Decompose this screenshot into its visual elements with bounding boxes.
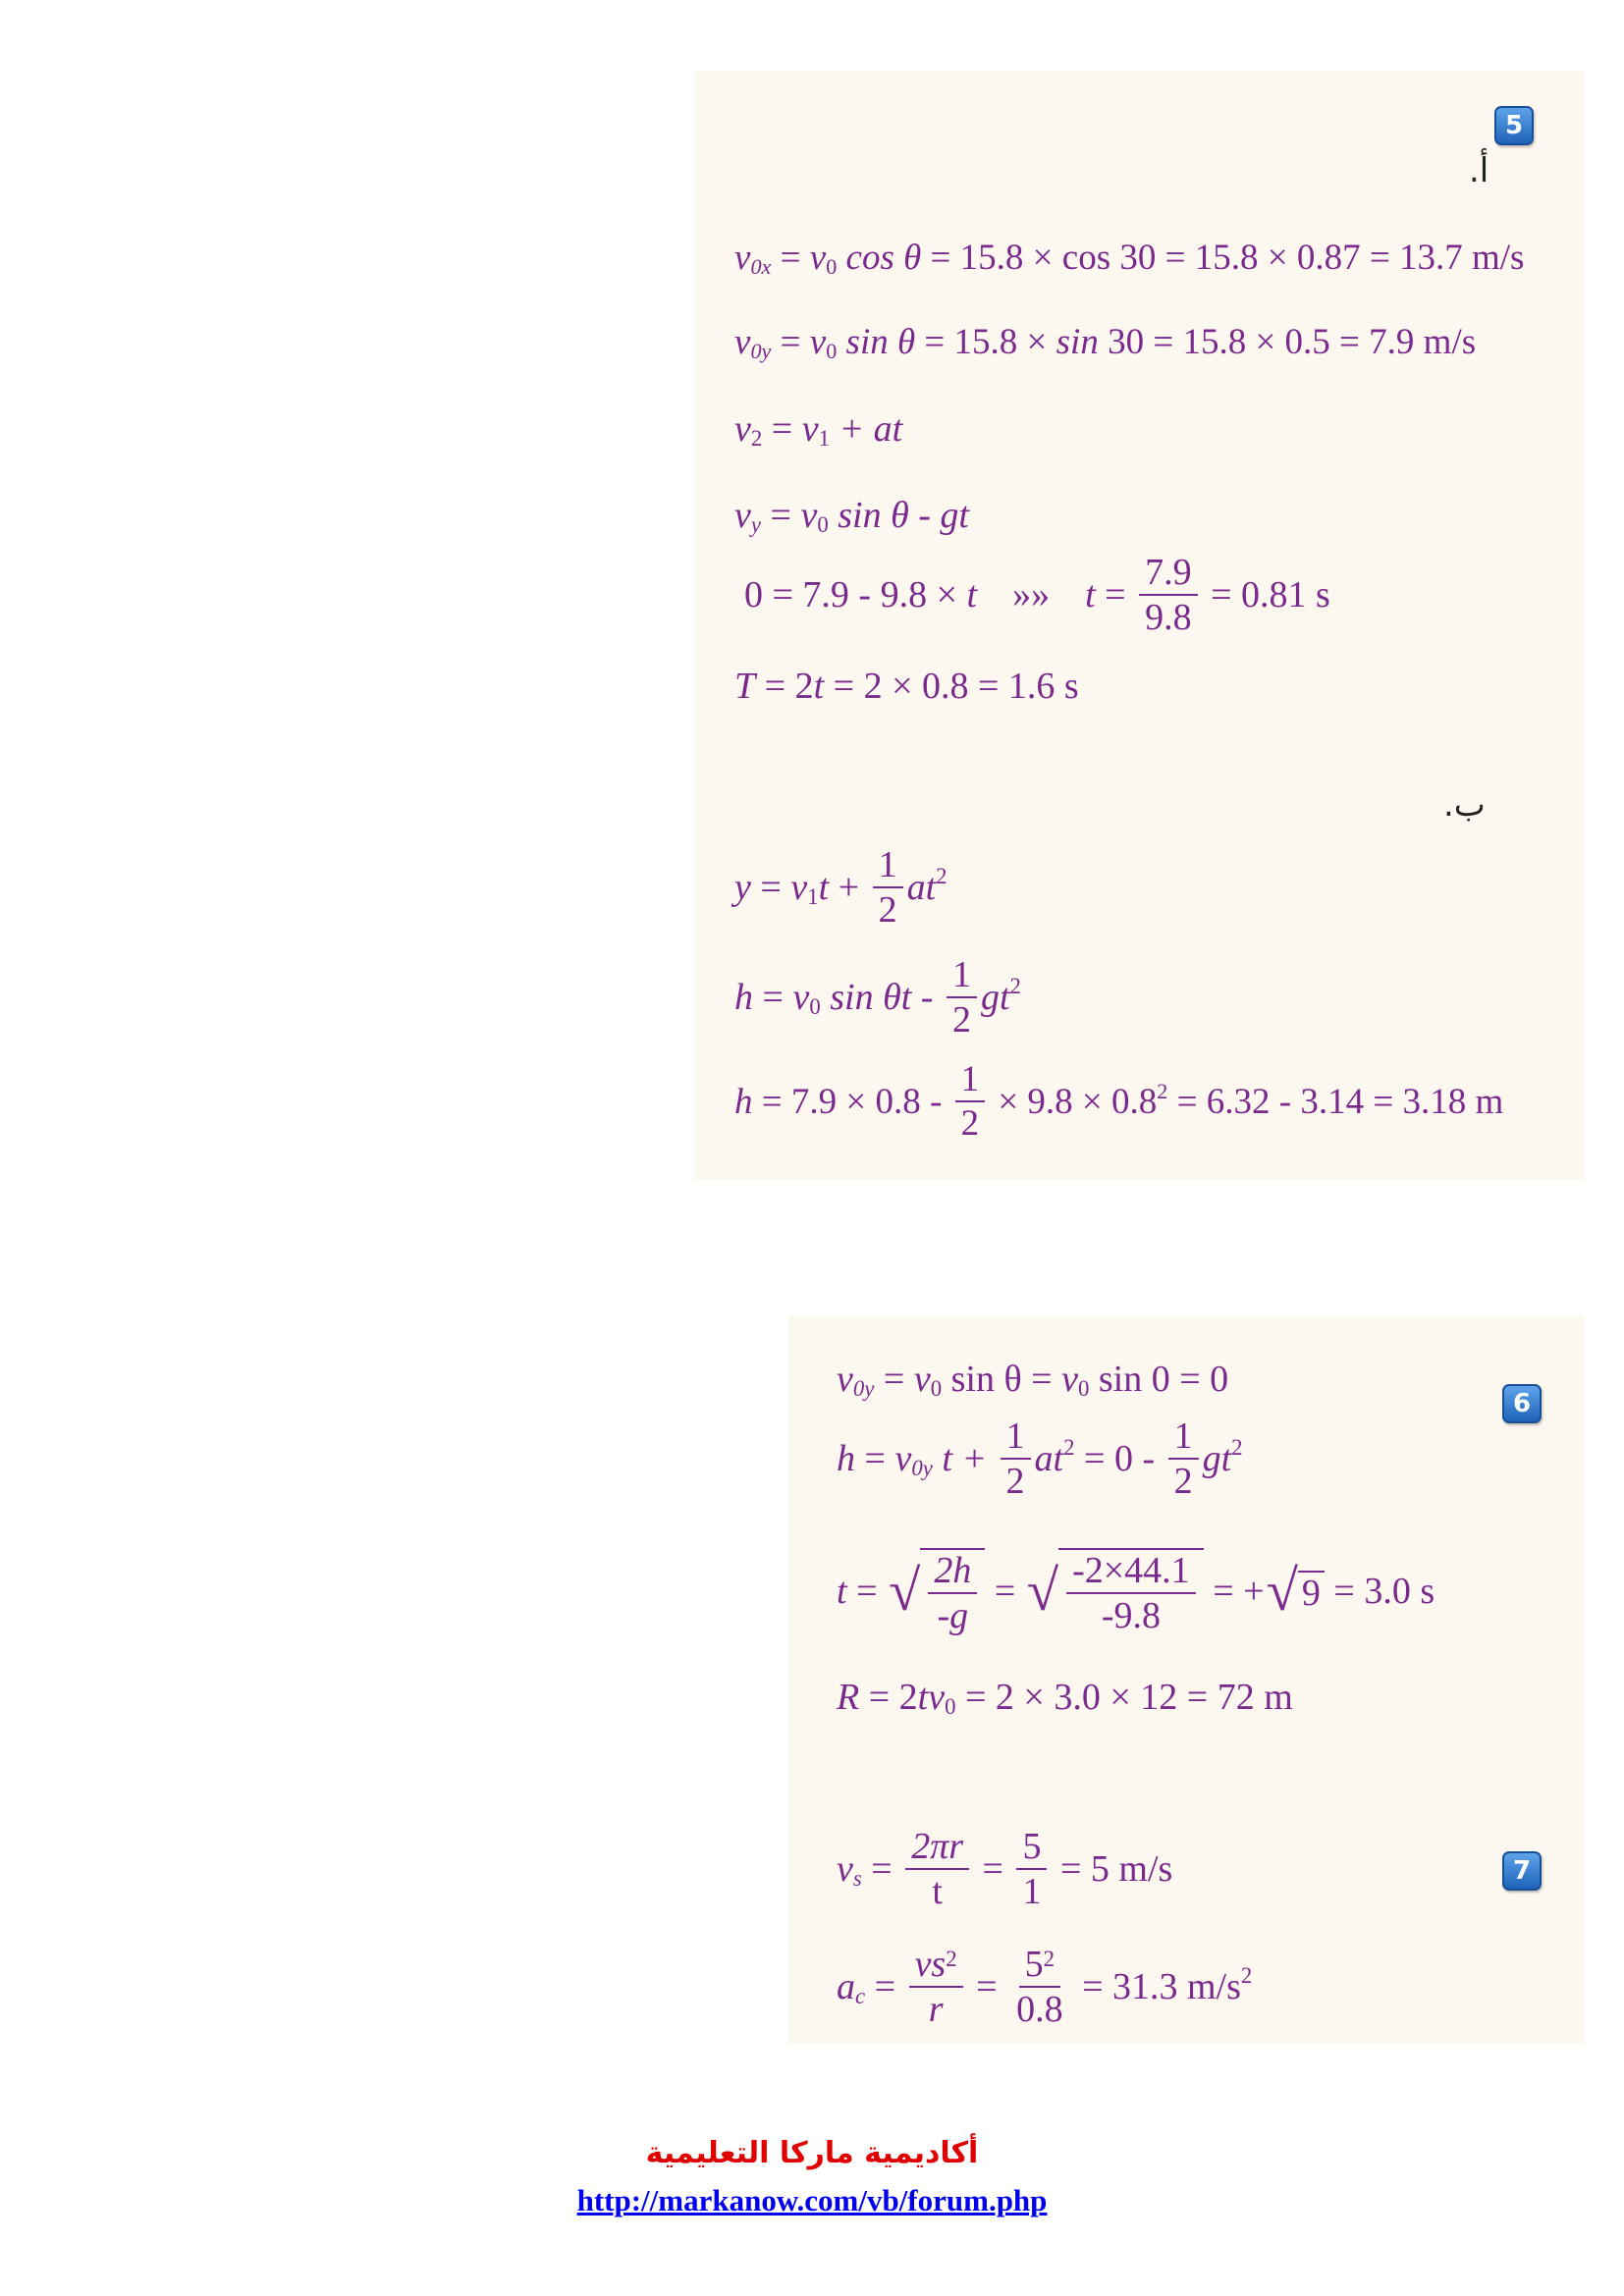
eq-vertical-velocity: v y = v 0 sin θ - gt [734, 495, 969, 537]
eq-kinematic-velocity: v 2 = v 1 + at [734, 408, 903, 451]
eq-height-value: h = 7.9 × 0.8 - $\frac{1}{2}$ × 9.8 × 0.8 2 = 6.32 - 3.14 = 3.18 m [734, 1059, 1504, 1144]
sqrt-9: √ 9 [1267, 1563, 1325, 1621]
fraction-7.9-over-9.8: $\frac{7.9}{9.8}$ [1139, 554, 1198, 636]
sqrt-2h-over-g: √ $\frac{2h}{-g}$ [889, 1548, 985, 1634]
eq-total-time: T = 2 t = 2 × 0.8 = 1.6 s [734, 666, 1079, 707]
eq-displacement: y = v 1 t + $\frac{1}{2}$ at 2 [734, 844, 947, 931]
eq-q6-height: h = v 0y t + $\frac{1}{2}$ at 2 = 0 - $\frac{1}{2}$ gt 2 [837, 1415, 1243, 1502]
footer-academy-name: أكاديمية ماركا التعليمية [645, 2136, 979, 2170]
part-a-label: أ. [1469, 151, 1489, 190]
question-7-badge [1502, 1851, 1542, 1891]
eq-q6-initial-vertical-velocity: v 0y = v 0 sin θ = v 0 sin 0 = 0 [837, 1359, 1229, 1401]
eq-v0y: v 0y = v 0 sin θ = 15.8 × sin 30 = 15.8 × 0.5 = 7.9 m/s [734, 322, 1477, 364]
part-b-label: ب. [1443, 785, 1486, 825]
eq-q7-speed: v s = $\frac{2\pi r}{t}$ = $\frac{5}{1}$ = 5 m/s [837, 1826, 1173, 1912]
eq-q6-range: R = 2 t v 0 = 2 × 3.0 × 12 = 72 m [837, 1677, 1293, 1719]
eq-v0x: v 0x = v 0 cos θ = 15.8 × cos 30 = 15.8 × 0.87 = 13.7 m/s [734, 238, 1525, 280]
question-5-badge [1494, 106, 1534, 145]
sqrt-numeric: √ $\frac{-2\times 44.1}{-9.8}$ [1027, 1548, 1204, 1634]
forum-link[interactable]: http://markanow.com/vb/forum.php [576, 2183, 1048, 2217]
eq-solve-time: 0 = 7.9 - 9.8 × t »» t = $\frac{7.9}{9.8}$ = 0.81 s [744, 552, 1330, 638]
eq-q6-time: t = √ $\frac{2h}{-g}$ = √ $\frac{-2\times 44.1}{-9.8}$ = + √ 9 = 3.0 s [837, 1550, 1435, 1636]
question-6-badge [1502, 1384, 1542, 1423]
question-6-number: 6 [1512, 1389, 1532, 1418]
footer-link-container [0, 2183, 1624, 2218]
question-5-number: 5 [1504, 111, 1524, 140]
question-7-number: 7 [1512, 1856, 1532, 1886]
eq-q7-centripetal-acceleration: a c = $\frac{vs^2}{r}$ = $\frac{5^2}{0.8}$ = 31.3 m/s 2 [837, 1944, 1253, 2030]
eq-height-formula: h = v 0 sin θt - $\frac{1}{2}$ gt 2 [734, 954, 1021, 1041]
